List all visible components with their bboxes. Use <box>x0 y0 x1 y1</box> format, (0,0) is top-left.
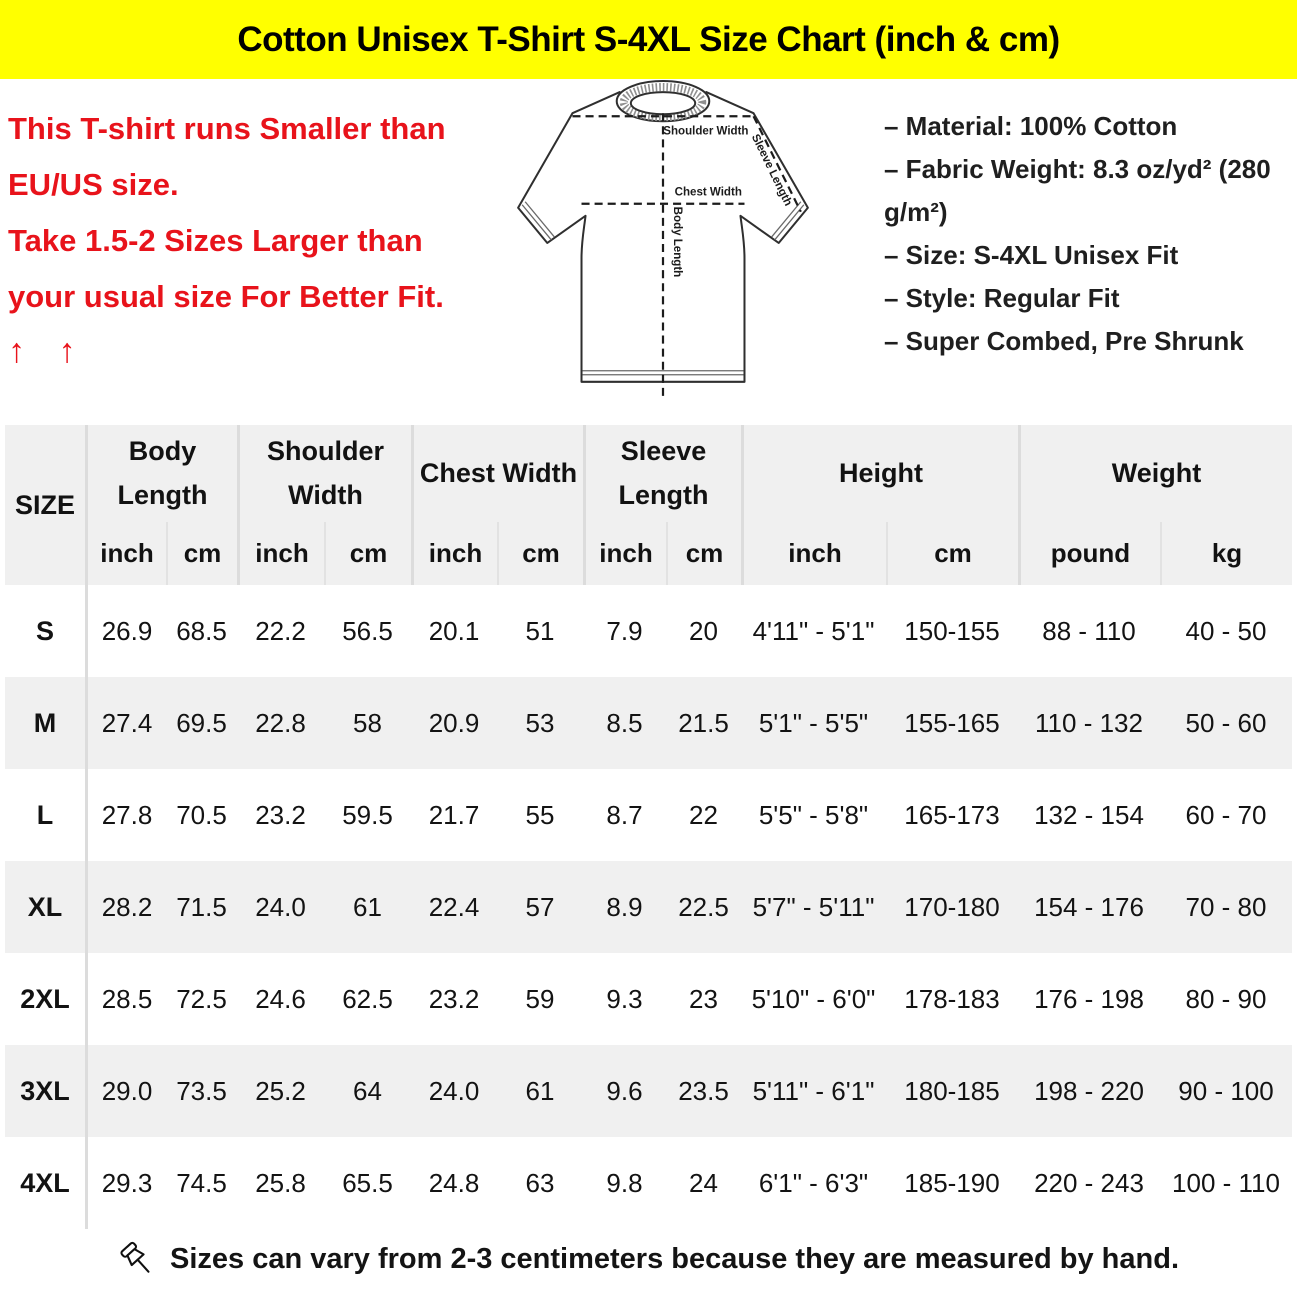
data-cell: 71.5 <box>176 891 227 922</box>
data-cell: 26.9 <box>101 615 153 646</box>
data-cell: 24.0 <box>255 891 306 922</box>
data-cell: 9.3 <box>606 983 643 1014</box>
unit-header: cm <box>497 522 583 585</box>
unit-header: inch <box>411 522 497 585</box>
data-cell: 40 - 50 <box>1185 615 1267 646</box>
data-cell: 24 <box>689 1167 718 1198</box>
data-cell: 20 <box>689 615 718 646</box>
data-cell: 185-190 <box>904 1167 1000 1198</box>
data-cell: 23.2 <box>255 799 306 830</box>
sleeve-length-label: Sleeve Length <box>748 132 794 209</box>
row-size-label: 2XL <box>5 953 88 1045</box>
data-cell: 50 - 60 <box>1185 707 1267 738</box>
data-cell: 4'11" - 5'1" <box>752 615 875 646</box>
unit-header: kg <box>1160 522 1292 585</box>
notice-line: This T-shirt runs Smaller than <box>8 111 446 146</box>
column-header-size: SIZE <box>5 425 88 585</box>
data-cell: 23.2 <box>428 983 480 1014</box>
data-cell: 29.0 <box>101 1075 153 1106</box>
data-cell: 27.8 <box>101 799 153 830</box>
footer-text: Sizes can vary from 2-3 centimeters because they are measured by hand. <box>169 1242 1179 1275</box>
data-cell: 5'1" - 5'5" <box>758 707 869 738</box>
unit-header: cm <box>166 522 237 585</box>
data-cell: 24.8 <box>428 1167 480 1198</box>
data-cell: 5'10" - 6'0" <box>751 983 876 1014</box>
title-bar <box>0 0 1297 79</box>
pushpin-icon <box>118 1238 156 1280</box>
data-cell: 58 <box>353 707 382 738</box>
data-cell: 22.5 <box>678 891 729 922</box>
unit-header: pound <box>1018 522 1160 585</box>
data-cell: 56.5 <box>342 615 393 646</box>
spec-item: – Super Combed, Pre Shrunk <box>884 326 1244 356</box>
data-cell: 68.5 <box>176 615 227 646</box>
data-cell: 80 - 90 <box>1185 983 1267 1014</box>
unit-header: inch <box>237 522 324 585</box>
data-cell: 73.5 <box>176 1075 227 1106</box>
data-cell: 21.5 <box>678 707 729 738</box>
data-cell: 5'11" - 6'1" <box>752 1075 875 1106</box>
table-row <box>5 677 1292 769</box>
data-cell: 69.5 <box>176 707 227 738</box>
unit-header: inch <box>583 522 666 585</box>
top-section <box>0 79 1297 425</box>
data-cell: 61 <box>525 1075 555 1106</box>
data-cell: 24.0 <box>428 1075 480 1106</box>
data-cell: 9.6 <box>606 1075 643 1106</box>
row-size-label: S <box>5 585 88 677</box>
notice-line: EU/US size. <box>8 167 179 202</box>
data-cell: 65.5 <box>342 1167 393 1198</box>
unit-header: inch <box>100 538 154 568</box>
data-cell: 55 <box>525 799 555 830</box>
data-cell: 20.9 <box>428 707 480 738</box>
column-group-height: Height <box>741 425 1018 522</box>
column-group-shoulder-width: Shoulder Width <box>237 425 411 522</box>
data-cell: 154 - 176 <box>1034 891 1144 922</box>
body-length-label: Body Length <box>671 206 684 278</box>
data-cell: 22.2 <box>255 615 306 646</box>
data-cell: 23.5 <box>678 1075 729 1106</box>
data-cell: 178-183 <box>904 983 1000 1014</box>
data-cell: 170-180 <box>904 891 1000 922</box>
notice-line: your usual size For Better Fit. <box>8 279 444 314</box>
data-cell: 27.4 <box>101 707 153 738</box>
data-cell: 8.7 <box>606 799 643 830</box>
data-cell: 59.5 <box>342 799 393 830</box>
data-cell: 198 - 220 <box>1034 1075 1144 1106</box>
column-group-sleeve-length: Sleeve Length <box>583 425 741 522</box>
table-row <box>5 861 1292 953</box>
data-cell: 8.9 <box>606 891 643 922</box>
data-cell: 8.5 <box>606 707 643 738</box>
data-cell: 64 <box>353 1075 382 1106</box>
data-cell: 21.7 <box>428 799 480 830</box>
data-cell: 90 - 100 <box>1178 1075 1274 1106</box>
data-cell: 25.2 <box>255 1075 306 1106</box>
data-cell: 220 - 243 <box>1034 1167 1144 1198</box>
data-cell: 72.5 <box>176 983 227 1014</box>
data-cell: 20.1 <box>428 615 480 646</box>
data-cell: 22 <box>689 799 718 830</box>
data-cell: 74.5 <box>176 1167 227 1198</box>
data-cell: 22.8 <box>255 707 306 738</box>
data-cell: 132 - 154 <box>1034 799 1144 830</box>
data-cell: 176 - 198 <box>1034 983 1144 1014</box>
data-cell: 29.3 <box>101 1167 153 1198</box>
data-cell: 180-185 <box>904 1075 1000 1106</box>
tshirt-measurement-diagram <box>497 79 829 413</box>
table-row <box>5 1045 1292 1137</box>
chest-width-label: Chest Width <box>674 186 742 199</box>
data-cell: 28.5 <box>101 983 153 1014</box>
data-cell: 70.5 <box>176 799 227 830</box>
data-cell: 22.4 <box>428 891 480 922</box>
data-cell: 51 <box>525 615 555 646</box>
table-header <box>5 425 1292 585</box>
table-row <box>5 585 1292 677</box>
spec-item: – Style: Regular Fit <box>884 283 1120 313</box>
column-group-body-length: Body Length <box>117 435 208 510</box>
table-row <box>5 953 1292 1045</box>
data-cell: 60 - 70 <box>1185 799 1267 830</box>
data-cell: 5'5" - 5'8" <box>758 799 869 830</box>
spec-item: – Size: S-4XL Unisex Fit <box>884 240 1179 270</box>
data-cell: 5'7" - 5'11" <box>752 891 875 922</box>
row-size-label: M <box>5 677 88 769</box>
data-cell: 23 <box>689 983 718 1014</box>
unit-header: cm <box>886 522 1018 585</box>
data-cell: 57 <box>525 891 555 922</box>
unit-header: cm <box>666 522 741 585</box>
table-row <box>5 1137 1292 1229</box>
fit-notice <box>8 101 446 377</box>
data-cell: 165-173 <box>904 799 1000 830</box>
data-cell: 24.6 <box>255 983 306 1014</box>
data-cell: 155-165 <box>904 707 1000 738</box>
data-cell: 28.2 <box>101 891 153 922</box>
data-cell: 59 <box>525 983 555 1014</box>
data-cell: 100 - 110 <box>1172 1167 1280 1198</box>
column-group-weight: Weight <box>1018 425 1292 522</box>
data-cell: 7.9 <box>606 615 643 646</box>
column-group-chest-width: Chest Width <box>411 425 583 522</box>
spec-item: – Material: 100% Cotton <box>884 111 1178 141</box>
data-cell: 70 - 80 <box>1185 891 1267 922</box>
data-cell: 9.8 <box>606 1167 643 1198</box>
data-cell: 53 <box>525 707 555 738</box>
row-size-label: 3XL <box>5 1045 88 1137</box>
data-cell: 62.5 <box>342 983 393 1014</box>
shoulder-width-label: Shoulder Width <box>663 125 749 138</box>
data-cell: 88 - 110 <box>1042 615 1136 646</box>
row-size-label: XL <box>5 861 88 953</box>
table-row <box>5 769 1292 861</box>
row-size-label: L <box>5 769 88 861</box>
unit-header: cm <box>324 522 411 585</box>
data-cell: 110 - 132 <box>1035 707 1143 738</box>
spec-item: – Fabric Weight: 8.3 oz/yd² (280 g/m²) <box>884 154 1271 227</box>
product-specs <box>884 105 1296 363</box>
page-title: Cotton Unisex T-Shirt S-4XL Size Chart (inch & cm) <box>237 19 1060 59</box>
data-cell: 6'1" - 6'3" <box>758 1167 869 1198</box>
data-cell: 150-155 <box>904 615 1000 646</box>
size-chart-table <box>5 425 1292 1229</box>
notice-line: Take 1.5-2 Sizes Larger than <box>8 223 423 258</box>
data-cell: 25.8 <box>255 1167 306 1198</box>
row-size-label: 4XL <box>5 1137 88 1229</box>
data-cell: 61 <box>353 891 382 922</box>
table-body <box>5 585 1292 1229</box>
data-cell: 63 <box>525 1167 555 1198</box>
footer-note <box>0 1229 1297 1289</box>
unit-header: inch <box>741 522 886 585</box>
up-arrows-icon: ↑ ↑ <box>8 332 88 370</box>
